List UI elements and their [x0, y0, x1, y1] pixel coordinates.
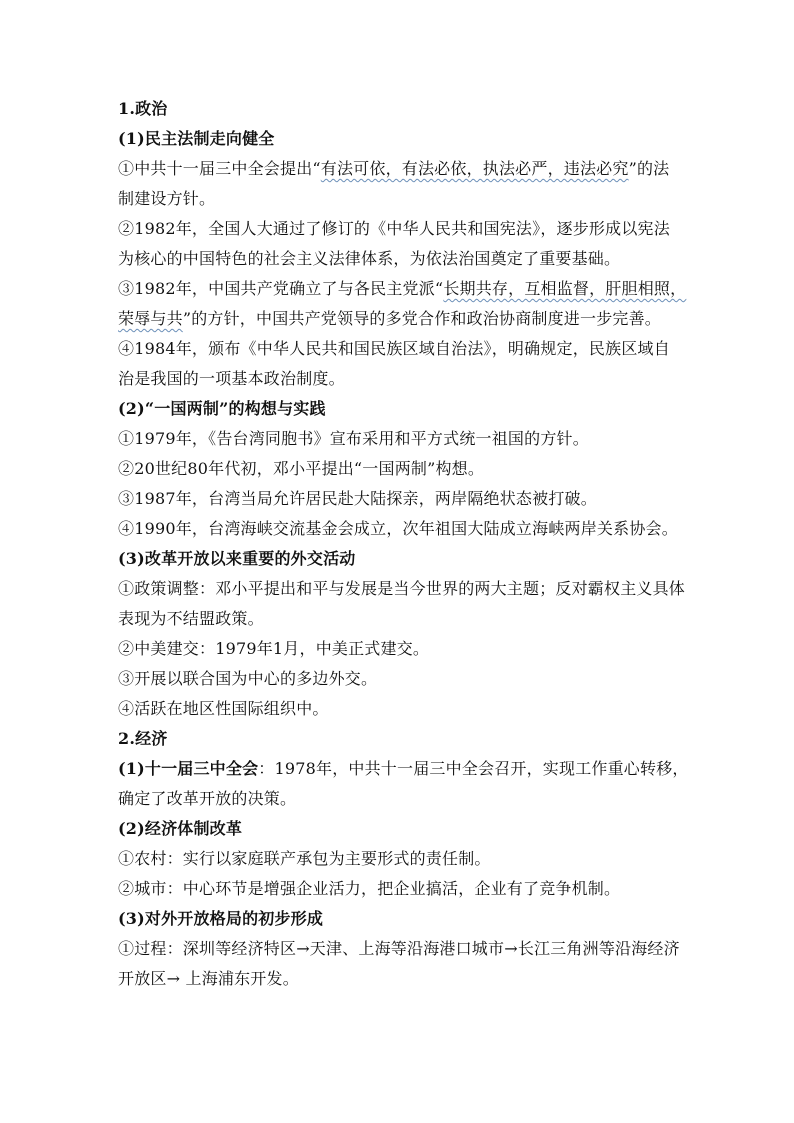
subsection-heading: (3)对外开放格局的初步形成 — [118, 909, 324, 928]
paragraph-line: 表现为不结盟政策。 — [118, 609, 264, 628]
text-span: ”的方针，中国共产党领导的多党合作和政治协商制度进一步完善。 — [182, 309, 661, 328]
wavy-underlined-text: 有法可依，有法必依，执法必严，违法必究 — [320, 159, 629, 178]
paragraph-line: ④1990年，台湾海峡交流基金会成立，次年祖国大陆成立海峡两岸关系协会。 — [118, 519, 678, 538]
paragraph-line: ②20世纪80年代初，邓小平提出“一国两制”构想。 — [118, 459, 485, 478]
paragraph-line: ①农村：实行以家庭联产承包为主要形式的责任制。 — [118, 849, 491, 868]
paragraph-line: ②1982年，全国人大通过了修订的《中华人民共和国宪法》，逐步形成以宪法 — [118, 219, 670, 238]
wavy-underlined-text: 荣辱与共 — [118, 309, 183, 328]
text-span: ”的法 — [628, 159, 670, 178]
paragraph-line: ③开展以联合国为中心的多边外交。 — [118, 669, 378, 688]
paragraph-line: ④活跃在地区性国际组织中。 — [118, 699, 329, 718]
inline-heading: (1)十一届三中全会 — [118, 759, 259, 778]
paragraph-line: 为核心的中国特色的社会主义法律体系，为依法治国奠定了重要基础。 — [118, 249, 621, 268]
paragraph-line: ①政策调整：邓小平提出和平与发展是当今世界的两大主题；反对霸权主义具体 — [118, 579, 686, 598]
paragraph-line: ④1984年，颁布《中华人民共和国民族区域自治法》，明确规定，民族区域自 — [118, 339, 670, 358]
text-span: ：1978年，中共十一届三中全会召开，实现工作重心转移， — [258, 759, 689, 778]
paragraph-line — [118, 154, 688, 184]
paragraph-line — [118, 274, 688, 304]
wavy-underlined-text: 长期共存，互相监督，肝胆相照， — [443, 279, 687, 298]
paragraph-line — [118, 304, 688, 334]
subsection-heading: (2)“一国两制”的构想与实践 — [118, 399, 326, 418]
paragraph-line: ①1979年，《告台湾同胞书》宣布采用和平方式统一祖国的方针。 — [118, 429, 589, 448]
section-title-economy: 2.经济 — [118, 729, 168, 748]
paragraph-line: 开放区→ 上海浦东开发。 — [118, 969, 299, 988]
subsection-heading: (1)民主法制走向健全 — [118, 129, 275, 148]
text-span: ③1982年，中国共产党确立了与各民主党派“ — [118, 279, 444, 298]
paragraph-line: ①过程：深圳等经济特区→天津、上海等沿海港口城市→长江三角洲等沿海经济 — [118, 939, 680, 958]
paragraph-line: 确定了改革开放的决策。 — [118, 789, 297, 808]
subsection-heading: (3)改革开放以来重要的外交活动 — [118, 549, 356, 568]
paragraph-line: 制建设方针。 — [118, 189, 216, 208]
paragraph-line — [118, 754, 688, 784]
paragraph-line: ②中美建交：1979年1月，中美正式建交。 — [118, 639, 430, 658]
subsection-heading: (2)经济体制改革 — [118, 819, 243, 838]
paragraph-line: 治是我国的一项基本政治制度。 — [118, 369, 345, 388]
section-title-politics: 1.政治 — [118, 99, 168, 118]
paragraph-line: ③1987年，台湾当局允许居民赴大陆探亲，两岸隔绝状态被打破。 — [118, 489, 597, 508]
text-span: ①中共十一届三中全会提出“ — [118, 159, 321, 178]
document-page — [118, 94, 688, 994]
paragraph-line: ②城市：中心环节是增强企业活力，把企业搞活，企业有了竞争机制。 — [118, 879, 621, 898]
